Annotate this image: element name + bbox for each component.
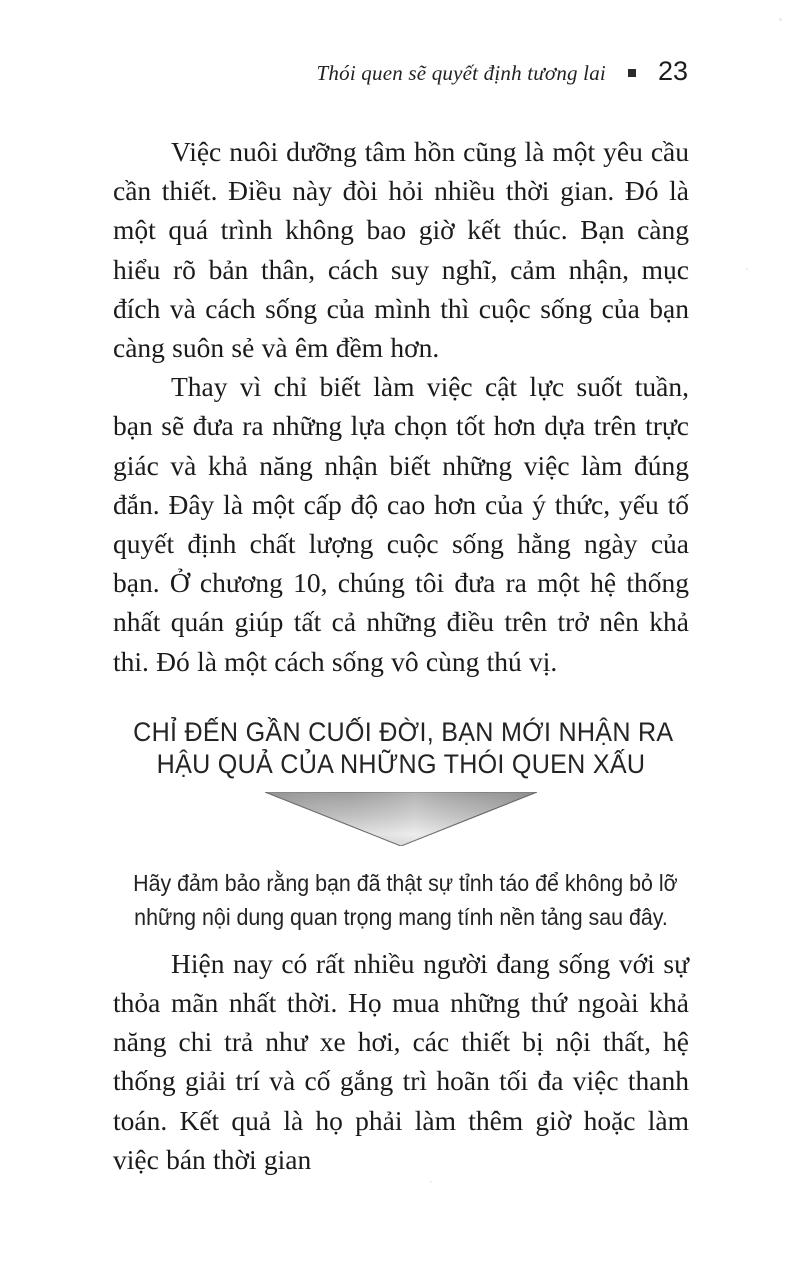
ornament-container [113, 792, 689, 850]
callout-body-line-1: Hãy đảm bảo rằng bạn đã thật sự tỉnh táo để không bỏ lỡ [133, 869, 678, 896]
square-bullet-icon [628, 69, 636, 77]
paper-speck [746, 268, 748, 270]
callout-body-line-2: những nội dung quan trọng mang tính nền tảng sau đây. [134, 903, 668, 930]
inverted-triangle-ornament-icon [265, 792, 537, 846]
body-paragraph-3: Hiện nay có rất nhiều người đang sống với sự thỏa mãn nhất thời. Họ mua những thứ ngoài khả năng chi trả như xe hơi, các thiết bị nội thất, hệ thống giải trí và cố gắng trì hoãn tối đa việc thanh toán. Kết quả là họ phải làm thêm giờ hoặc làm việc bán thời gian [113, 947, 689, 1175]
callout-body [133, 866, 678, 934]
text-column [113, 132, 689, 1179]
body-paragraph-1: Việc nuôi dưỡng tâm hồn cũng là một yêu cầu cần thiết. Điều này đòi hỏi nhiều thời gian. Đó là một quá trình không bao giờ kết thúc. Bạn càng hiểu rõ bản thân, cách suy nghĩ, cảm nhận, mục đích và cách sống của mình thì cuộc sống của bạn càng suôn sẻ và êm đềm hơn. [113, 136, 689, 364]
callout-heading-line-1: CHỈ ĐẾN GẦN CUỐI ĐỜI, BẠN MỚI NHẬN RA [133, 716, 674, 747]
running-header-title: Thói quen sẽ quyết định tương lai [316, 61, 606, 85]
paper-speck [430, 1181, 432, 1183]
paper-speck [779, 18, 782, 21]
callout-block [113, 716, 689, 934]
callout-heading-line-2: HẬU QUẢ CỦA NHỮNG THÓI QUEN XẤU [156, 748, 646, 779]
page-number: 23 [657, 56, 688, 86]
callout-heading [133, 716, 674, 780]
body-paragraph-2: Thay vì chỉ biết làm việc cật lực suốt tuần, bạn sẽ đưa ra những lựa chọn tốt hơn dựa trên trực giác và khả năng nhận biết những việc làm đúng đắn. Đây là một cấp độ cao hơn của ý thức, yếu tố quyết định chất lượng cuộc sống hằng ngày của bạn. Ở chương 10, chúng tôi đưa ra một hệ thống nhất quán giúp tất cả những điều trên trở nên khả thi. Đó là một cách sống vô cùng thú vị. [113, 371, 689, 677]
running-header [113, 56, 688, 90]
